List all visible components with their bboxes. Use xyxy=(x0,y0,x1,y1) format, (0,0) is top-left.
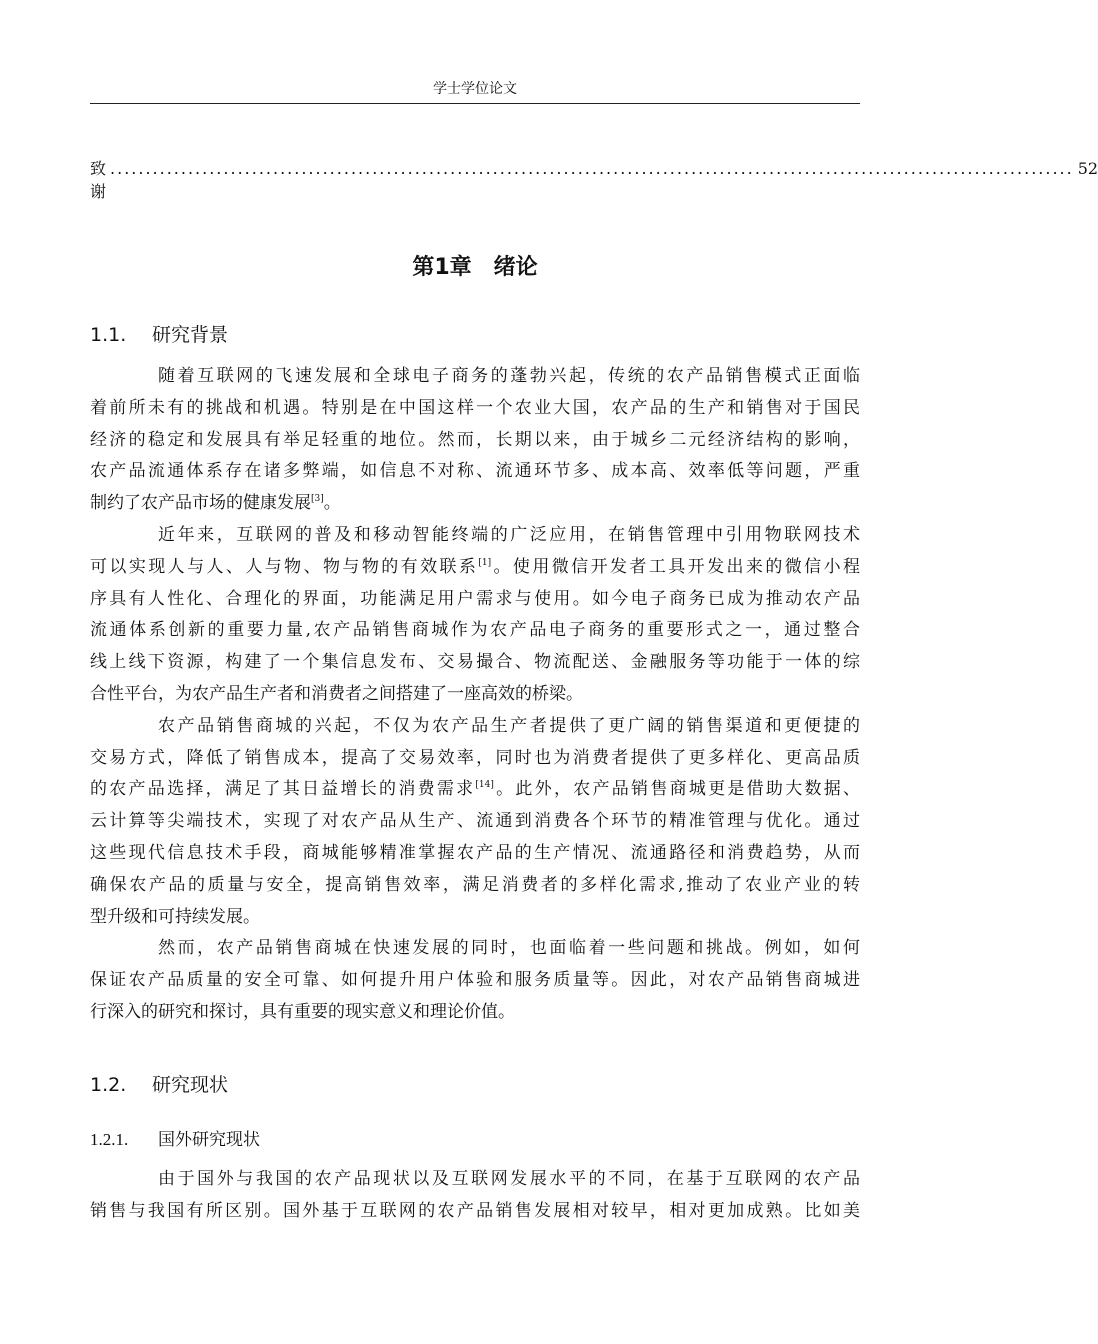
toc-leader-dots: ........................................................................................................................................ xyxy=(110,159,1074,178)
text-line: 近年来，互联网的普及和移动智能终端的广泛应用，在销售管理中引用物联网技术 xyxy=(158,524,860,545)
text-line: 序具有人性化、合理化的界面，功能满足用户需求与使用。如今电子商务已成为推动农产品 xyxy=(90,588,860,609)
paragraph xyxy=(90,1164,860,1228)
section-1-2-1-body xyxy=(90,1164,860,1228)
text-line: 着前所未有的挑战和机遇。特别是在中国这样一个农业大国，农产品的生产和销售对于国民 xyxy=(90,397,860,418)
text-line: 合性平台，为农产品生产者和消费者之间搭建了一座高效的桥梁。 xyxy=(90,683,583,704)
text-line: 由于国外与我国的农产品现状以及互联网发展水平的不同，在基于互联网的农产品 xyxy=(158,1169,860,1189)
section-number: 1.2. xyxy=(90,1074,127,1096)
toc-entry-acknowledgements[interactable] xyxy=(90,156,1098,202)
text-line: 云计算等尖端技术，实现了对农产品从生产、流通到消费各个环节的精准管理与优化。通过 xyxy=(90,811,860,832)
text-line: 然而，农产品销售商城在快速发展的同时，也面临着一些问题和挑战。例如，如何 xyxy=(158,938,860,959)
text-line: 农产品销售商城的兴起，不仅为农产品生产者提供了更广阔的销售渠道和更便捷的 xyxy=(158,715,860,736)
section-number: 1.1. xyxy=(90,324,127,346)
text-line: 农产品流通体系存在诸多弊端，如信息不对称、流通环节多、成本高、效率低等问题，严重 xyxy=(90,461,860,482)
text-line: 交易方式，降低了销售成本，提高了交易效率，同时也为消费者提供了更多样化、更高品质 xyxy=(90,747,860,768)
running-header: 学士学位论文 xyxy=(433,81,517,97)
text-line: 型升级和可持续发展。 xyxy=(90,906,260,927)
section-1-1-body xyxy=(90,361,860,1029)
section-title: 国外研究现状 xyxy=(158,1130,260,1150)
text-line: 制约了农产品市场的健康发展[3]。 xyxy=(90,493,341,514)
text-line: 线上线下资源，构建了一个集信息发布、交易撮合、物流配送、金融服务等功能于一体的综 xyxy=(90,652,860,673)
toc-page-number: 52 xyxy=(1077,159,1098,178)
paragraph xyxy=(90,520,860,711)
section-title: 研究现状 xyxy=(152,1074,229,1096)
text-line: 行深入的研究和探讨，具有重要的现实意义和理论价值。 xyxy=(90,1001,515,1022)
text-line: 随着互联网的飞速发展和全球电子商务的蓬勃兴起，传统的农产品销售模式正面临 xyxy=(158,366,860,386)
text-line: 保证农产品质量的安全可靠、如何提升用户体验和服务质量等。因此，对农产品销售商城进 xyxy=(90,970,860,991)
text-line: 经济的稳定和发展具有举足轻重的地位。然而，长期以来，由于城乡二元经济结构的影响， xyxy=(90,429,860,450)
citation-reference[interactable]: [3] xyxy=(311,494,324,505)
section-heading-1-2 xyxy=(90,1070,228,1097)
section-title: 研究背景 xyxy=(152,324,229,346)
citation-reference[interactable]: [14] xyxy=(475,780,494,791)
section-number: 1.2.1. xyxy=(90,1130,129,1149)
text-line: 流通体系创新的重要力量,农产品销售商城作为农产品电子商务的重要形式之一，通过整合 xyxy=(90,620,860,641)
section-heading-1-1 xyxy=(90,320,228,347)
text-line: 确保农产品的质量与安全，提高销售效率，满足消费者的多样化需求,推动了农业产业的转 xyxy=(90,874,860,895)
text-line: 的农产品选择，满足了其日益增长的消费需求[14]。此外，农产品销售商城更是借助大数据、 xyxy=(90,779,861,800)
chapter-title: 第1章 绪论 xyxy=(412,255,538,280)
text-line: 可以实现人与人、人与物、物与物的有效联系[1]。使用微信开发者工具开发出来的微信小程 xyxy=(90,556,861,577)
section-heading-1-2-1 xyxy=(90,1125,260,1150)
toc-label: 致谢 xyxy=(90,159,107,201)
citation-reference[interactable]: [1] xyxy=(478,557,492,568)
paragraph xyxy=(90,711,860,934)
paragraph xyxy=(90,933,860,1028)
text-line: 这些现代信息技术手段，商城能够精准掌握农产品的生产情况、流通路径和消费趋势，从而 xyxy=(90,842,860,863)
text-line: 销售与我国有所区别。国外基于互联网的农产品销售发展相对较早，相对更加成熟。比如美 xyxy=(90,1200,860,1221)
paragraph xyxy=(90,361,860,520)
header-rule xyxy=(90,103,860,104)
